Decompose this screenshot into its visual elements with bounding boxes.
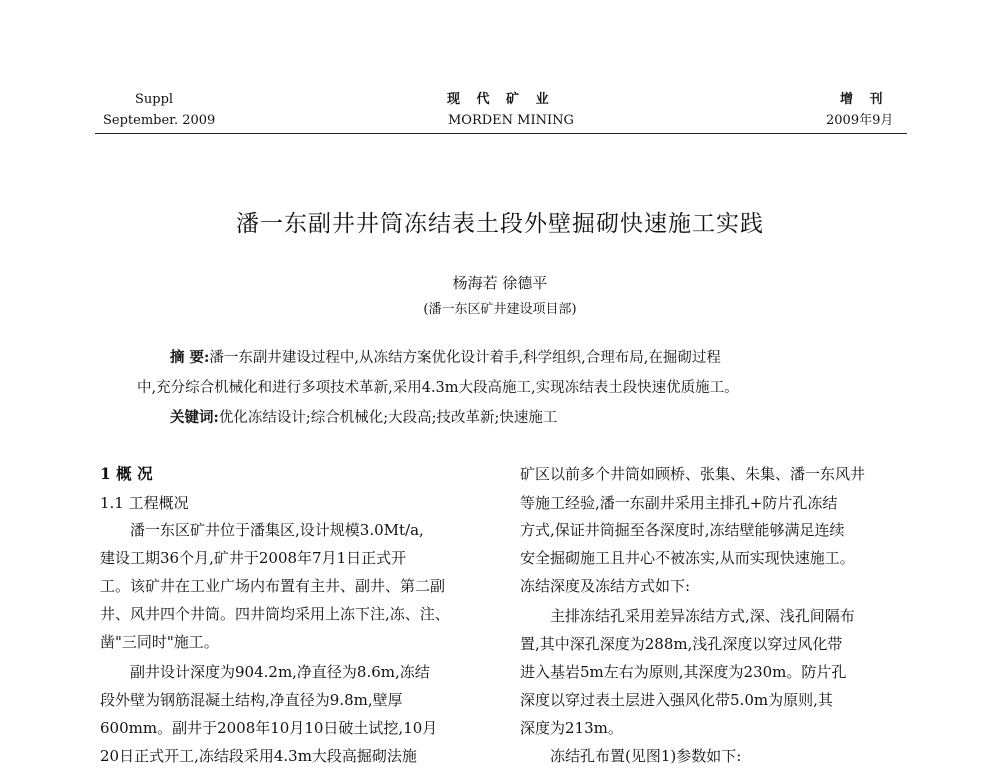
left-line-4: 井、风井四个井筒。四井筒均采用上冻下注,冻、注、 (100, 605, 450, 623)
header-rule (95, 133, 907, 134)
header-suppl: Suppl (135, 92, 174, 107)
paper-authors: 杨海若 徐德平 (452, 274, 548, 292)
header-date-en: September. 2009 (103, 113, 216, 128)
right-line-4: 安全掘砌施工且井心不被冻实,从而实现快速施工。 (520, 549, 855, 567)
left-line-9: 20日正式开工,冻结段采用4.3m大段高掘砌法施 (100, 747, 417, 765)
keywords-label: 关键词: (170, 409, 219, 426)
header-date-cn: 2009年9月 (826, 113, 894, 128)
right-line-11: 冻结孔布置(见图1)参数如下: (550, 747, 742, 765)
header-suppl-cn: 增 刊 (840, 92, 889, 107)
keywords-text: 优化冻结设计;综合机械化;大段高;技改革新;快速施工 (218, 410, 558, 426)
right-line-7: 置,其中深孔深度为288m,浅孔深度以穿过风化带 (520, 635, 843, 653)
right-line-10: 深度为213m。 (520, 719, 623, 737)
paper-affiliation: (潘一东区矿井建设项目部) (423, 302, 577, 317)
right-line-9: 深度以穿过表土层进入强风化带5.0m为原则,其 (520, 691, 833, 709)
right-line-6: 主排冻结孔采用差异冻结方式,深、浅孔间隔布 (550, 607, 855, 625)
left-line-3: 工。该矿井在工业广场内布置有主井、副井、第二副 (100, 577, 446, 595)
left-line-6: 副井设计深度为904.2m,净直径为8.6m,冻结 (130, 663, 430, 681)
left-line-2: 建设工期36个月,矿井于2008年7月1日正式开 (100, 549, 407, 567)
right-line-5: 冻结深度及冻结方式如下: (520, 577, 691, 595)
right-line-8: 进入基岩5m左右为原则,其深度为230m。防片孔 (520, 663, 847, 681)
keywords-line (170, 403, 557, 433)
left-line-1: 潘一东区矿井位于潘集区,设计规模3.0Mt/a, (130, 521, 424, 539)
abstract-line-2: 中,充分综合机械化和进行多项技术革新,采用4.3m大段高施工,实现冻结表土段快速优质施工。 (137, 380, 739, 396)
left-line-7: 段外壁为钢筋混凝土结构,净直径为9.8m,壁厚 (100, 691, 403, 709)
header-journal-cn: 现 代 矿 业 (447, 92, 555, 107)
subsection-heading: 1.1 工程概况 (100, 494, 189, 512)
header-journal-en: MORDEN MINING (448, 113, 574, 128)
right-line-3: 方式,保证井筒掘至各深度时,冻结壁能够满足连续 (520, 521, 845, 539)
left-line-8: 600mm。副井于2008年10月10日破土试挖,10月 (100, 719, 438, 737)
abstract-label: 摘 要: (170, 349, 210, 366)
abstract-text-1: 潘一东副井建设过程中,从冻结方案优化设计着手,科学组织,合理布局,在掘砌过程 (209, 350, 721, 366)
abstract-line-1 (170, 343, 721, 373)
left-line-5: 凿"三同时"施工。 (100, 633, 219, 651)
right-line-1: 矿区以前多个井筒如顾桥、张集、朱集、潘一东风井 (520, 465, 866, 483)
section-heading: 1 概 况 (100, 464, 153, 483)
right-line-2: 等施工经验,潘一东副井采用主排孔+防片孔冻结 (520, 494, 838, 512)
paper-title: 潘一东副井井筒冻结表土段外壁掘砌快速施工实践 (236, 211, 764, 237)
